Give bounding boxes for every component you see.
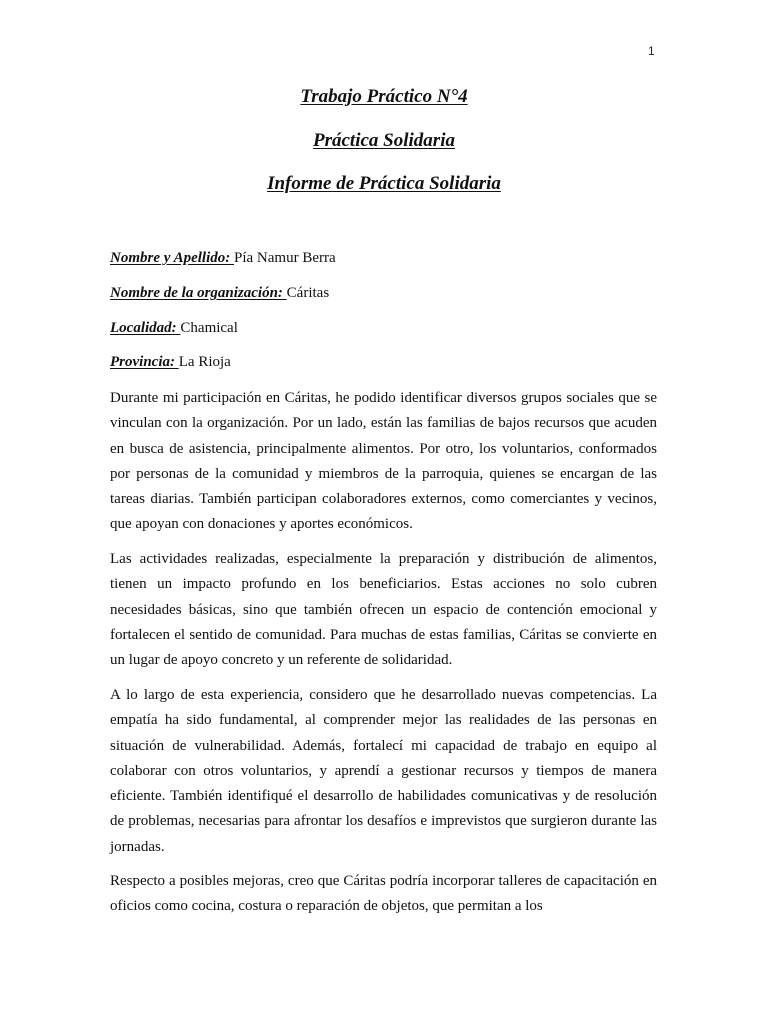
document-title: Trabajo Práctico N°4 <box>300 86 468 107</box>
field-value-localidad: Chamical <box>180 320 238 336</box>
field-organizacion <box>110 285 329 302</box>
field-value-organizacion: Cáritas <box>286 285 330 301</box>
field-provincia <box>110 354 231 371</box>
page-number: 1 <box>648 44 655 58</box>
field-label-nombre: Nombre y Apellido: <box>110 250 235 266</box>
report-title: Informe de Práctica Solidaria <box>267 173 501 194</box>
paragraph-grupos-sociales: Durante mi participación en Cáritas, he podido identificar diversos grupos sociales que se vinculan con la organización. Por un lado, están las familias de bajos recursos que acuden en busca de asistencia, principalmente alimentos. Por otro, los voluntarios, conformados por personas de la comunidad y miembros de la parroquia, quienes se encargan de las tareas diarias. También participan colaboradores externos, como comerciantes y vecinos, que apoyan con donaciones y aportes económicos. <box>110 390 657 533</box>
field-label-organizacion: Nombre de la organización: <box>110 285 287 301</box>
paragraph-mejoras: Respecto a posibles mejoras, creo que Cáritas podría incorporar talleres de capacitación en oficios como cocina, costura o reparación de objetos, que permitan a los <box>110 873 657 915</box>
paragraph-competencias: A lo largo de esta experiencia, considero que he desarrollado nuevas competencias. La empatía ha sido fundamental, al comprender mejor las realidades de las personas en situación de vulnerabilidad. Además, fortalecí mi capacidad de trabajo en equipo al colaborar con otros voluntarios, y aprendí a gestionar recursos y tiempos de manera eficiente. También identifiqué el desarrollo de habilidades comunicativas y de resolución de problemas, necesarias para afrontar los desafíos e imprevistos que surgieron durante las jornadas. <box>110 687 657 855</box>
field-nombre-apellido <box>110 250 336 267</box>
field-label-localidad: Localidad: <box>110 320 181 336</box>
field-value-nombre: Pía Namur Berra <box>234 250 336 266</box>
paragraph-impacto: Las actividades realizadas, especialmente la preparación y distribución de alimentos, tienen un impacto profundo en los beneficiarios. Estas acciones no solo cubren necesidades básicas, sino que también ofrecen un espacio de contención emocional y fortalecen el sentido de comunidad. Para muchas de estas familias, Cáritas se convierte en un lugar de apoyo concreto y un referente de solidaridad. <box>110 551 657 669</box>
field-label-provincia: Provincia: <box>110 354 179 370</box>
field-localidad <box>110 320 238 337</box>
document-subtitle: Práctica Solidaria <box>313 130 455 151</box>
field-value-provincia: La Rioja <box>178 354 231 370</box>
